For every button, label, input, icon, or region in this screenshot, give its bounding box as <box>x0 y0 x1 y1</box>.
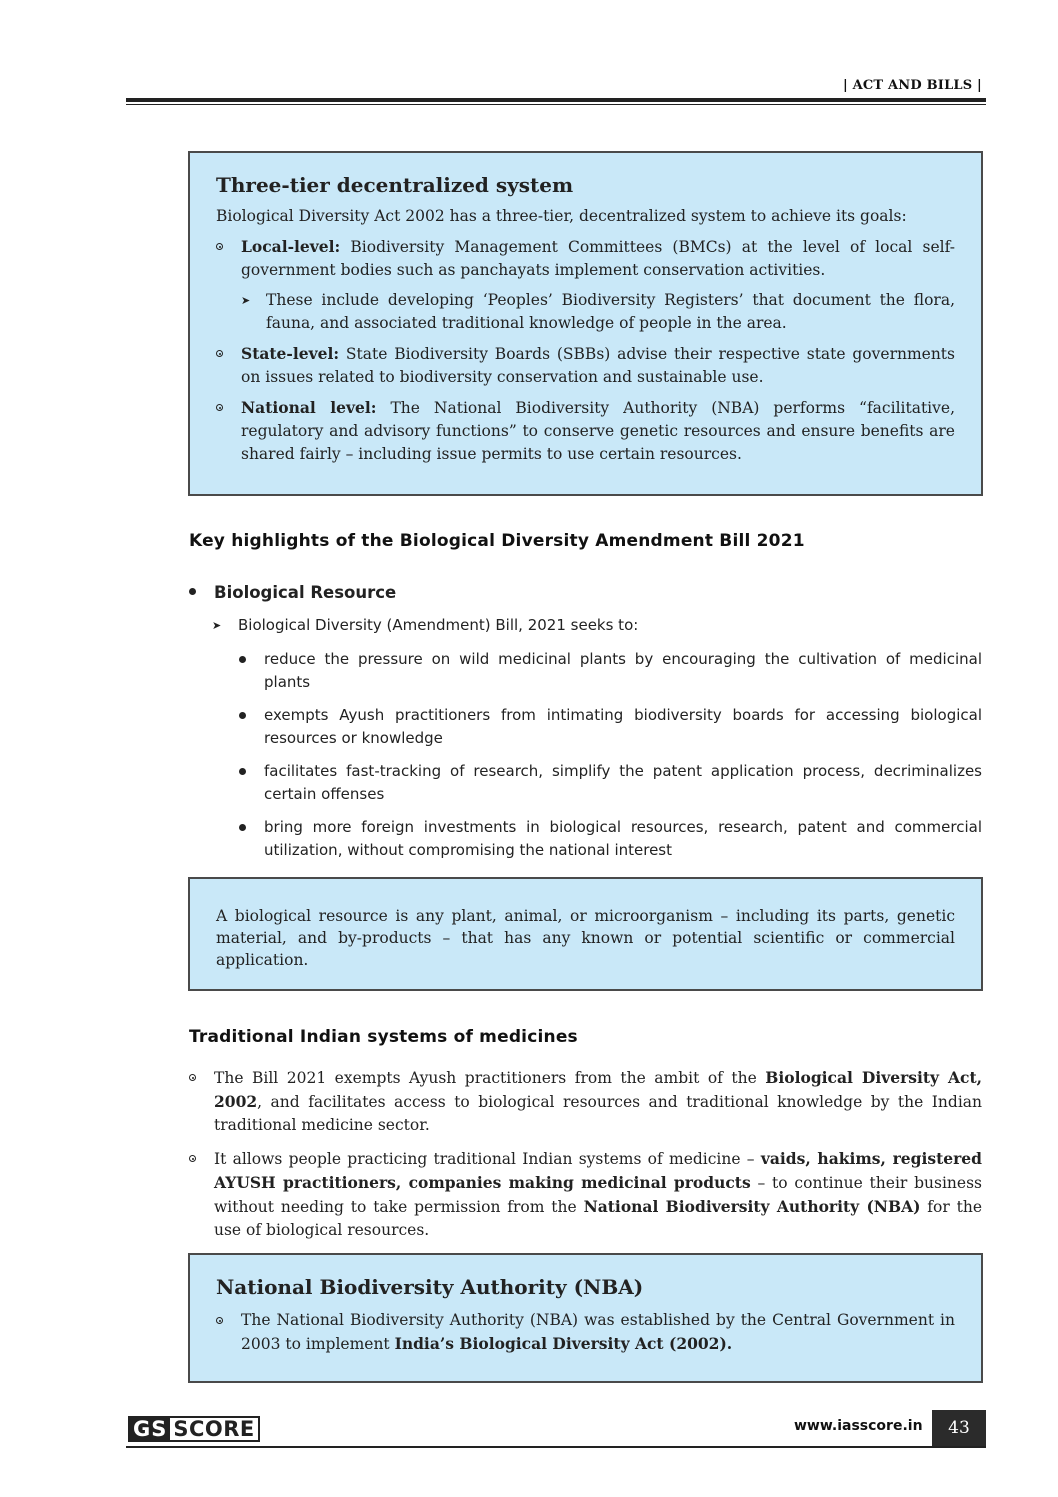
logo-score: SCORE <box>173 1417 255 1441</box>
box-intro: Biological Diversity Act 2002 has a three-tier, decentralized system to achieve its goals: <box>216 207 907 225</box>
points-list <box>239 648 982 862</box>
arrow-line <box>212 614 982 637</box>
ring-bullet-icon <box>216 243 223 250</box>
item-label: Local-level: <box>241 237 341 256</box>
website-link[interactable]: www.iasscore.in <box>794 1418 923 1434</box>
item-text: State Biodiversity Boards (SBBs) advise their respective state governments on issues related to biodiversity conservation and sustainable use. <box>241 345 955 386</box>
para-bold: India’s Biological Diversity Act (2002). <box>394 1334 733 1353</box>
list-item <box>239 648 982 694</box>
para-bold: Biological Diversity Act, 2002 <box>214 1068 982 1111</box>
nba-box <box>188 1253 983 1383</box>
header-rule-thin <box>126 104 986 105</box>
point-text: facilitates fast-tracking of research, simplify the patent application process, decriminalizes certain offenses <box>264 762 982 803</box>
ring-bullet-icon <box>216 1317 223 1324</box>
para-bold: National Biodiversity Authority (NBA) <box>583 1197 921 1216</box>
para-bold: vaids, hakims, registered AYUSH practitioners, companies making medicinal products <box>214 1149 982 1192</box>
ring-bullet-icon <box>216 350 223 357</box>
ring-bullet-icon <box>189 1074 196 1081</box>
list-item <box>216 1309 955 1356</box>
section-heading: Traditional Indian systems of medicines <box>189 1027 578 1047</box>
item-label: National level: <box>241 398 377 417</box>
arrow-text: Biological Diversity (Amendment) Bill, 2021 seeks to: <box>238 616 639 634</box>
section-label: | ACT AND BILLS | <box>842 78 982 93</box>
logo-gs: GS <box>130 1418 170 1440</box>
sub-list-item <box>241 289 955 335</box>
header-rule <box>126 98 986 102</box>
para-text: The National Biodiversity Authority (NBA) was established by the Central Government in 2003 to implement <box>241 1311 955 1353</box>
arrow-bullet-icon: ➤ <box>241 294 251 307</box>
box-title: National Biodiversity Authority (NBA) <box>216 1275 644 1299</box>
list-item <box>239 816 982 862</box>
para-text: , and facilitates access to biological resources and traditional knowledge by the Indian traditional medicine sector. <box>214 1093 982 1134</box>
list-item <box>189 1147 982 1242</box>
para-text: for the use of biological resources. <box>214 1198 983 1239</box>
point-text: bring more foreign investments in biological resources, research, patent and commercial utilization, without compromising the national interest <box>264 818 982 859</box>
three-tier-box <box>188 151 983 496</box>
dot-bullet-icon <box>239 656 246 663</box>
ring-bullet-icon <box>216 404 223 411</box>
arrow-bullet-icon: ➤ <box>212 619 222 632</box>
list-item <box>216 396 955 466</box>
definition-box <box>188 877 983 991</box>
para-text: It allows people practicing traditional Indian systems of medicine – <box>214 1150 761 1168</box>
list-item <box>189 1066 982 1137</box>
list-item <box>216 342 955 389</box>
definition-text: A biological resource is any plant, animal, or microorganism – including its parts, genetic material, and by-products – that has any known or potential scientific or commercial application. <box>216 907 955 969</box>
tier-list <box>216 235 955 466</box>
ring-bullet-icon <box>189 1155 196 1162</box>
item-label: State-level: <box>241 344 340 363</box>
gsscore-logo <box>128 1416 260 1442</box>
point-text: exempts Ayush practitioners from intimating biodiversity boards for accessing biological resources or knowledge <box>264 706 982 747</box>
subheading-row <box>189 581 984 604</box>
section-heading: Key highlights of the Biological Diversity Amendment Bill 2021 <box>189 531 805 551</box>
medicine-list <box>189 1066 982 1242</box>
dot-bullet-icon <box>239 768 246 775</box>
list-item <box>239 760 982 806</box>
dot-bullet-icon <box>239 712 246 719</box>
item-text: The National Biodiversity Authority (NBA) performs “facilitative, regulatory and advisory functions” to conserve genetic resources and ensure benefits are shared fairly – including issue permits to use certain resources. <box>241 399 955 463</box>
subheading: Biological Resource <box>214 583 397 602</box>
list-item <box>239 704 982 750</box>
list-item <box>216 235 955 335</box>
para-text: The Bill 2021 exempts Ayush practitioners from the ambit of the <box>214 1069 766 1087</box>
dot-bullet-icon <box>239 824 246 831</box>
point-text: reduce the pressure on wild medicinal plants by encouraging the cultivation of medicinal plants <box>264 650 982 691</box>
dot-bullet-icon <box>189 588 196 595</box>
item-text: Biodiversity Management Committees (BMCs) at the level of local self-government bodies such as panchayats implement conservation activities. <box>241 238 955 279</box>
page-number: 43 <box>932 1410 986 1446</box>
para-text: – to continue their business without needing to take permission from the <box>214 1174 982 1216</box>
box-title: Three-tier decentralized system <box>216 173 574 197</box>
footer-rule <box>126 1446 986 1448</box>
sub-item-text: These include developing ‘Peoples’ Biodiversity Registers’ that document the flora, fauna, and associated traditional knowledge of people in the area. <box>266 291 955 332</box>
